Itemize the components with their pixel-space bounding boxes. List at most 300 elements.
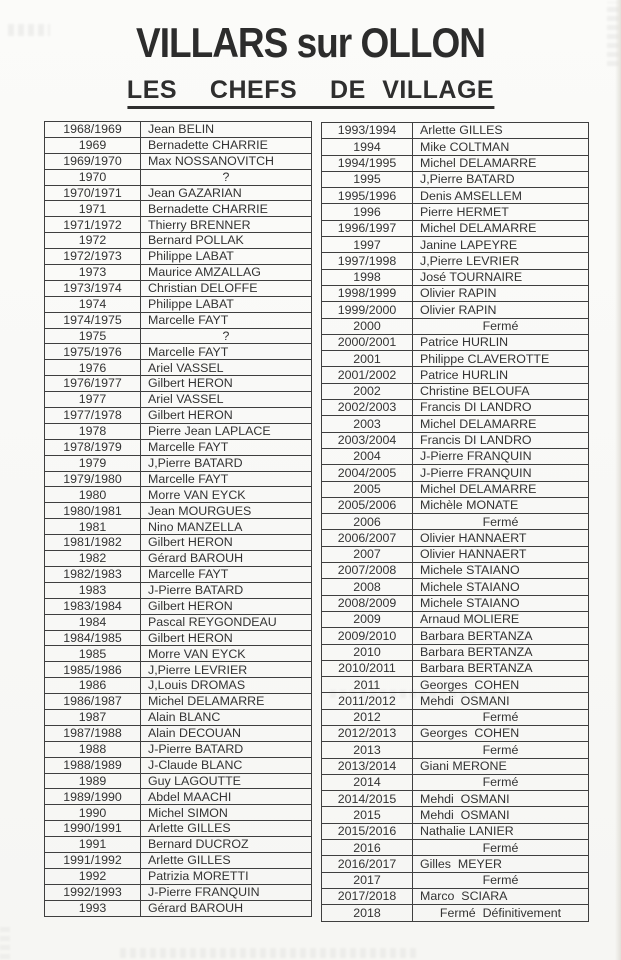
table-row — [322, 253, 589, 269]
chief-name-cell: Marcelle FAYT — [141, 566, 312, 582]
year-cell: 1989/1990 — [45, 789, 141, 805]
table-row — [45, 852, 312, 868]
table-row — [322, 888, 589, 904]
chief-name-cell: Francis DI LANDRO — [413, 400, 589, 416]
year-cell: 2007/2008 — [322, 563, 413, 579]
chief-name-cell: Morre VAN EYCK — [141, 487, 312, 503]
table-row — [322, 563, 589, 579]
table-row — [322, 237, 589, 253]
table-row — [45, 137, 312, 153]
chief-name-cell: Denis AMSELLEM — [413, 188, 589, 204]
chief-name-cell: Michele STAIANO — [413, 579, 589, 595]
table-row — [322, 318, 589, 334]
table-row — [45, 280, 312, 296]
table-row — [45, 217, 312, 233]
table-row — [45, 709, 312, 725]
year-cell: 1975/1976 — [45, 344, 141, 360]
year-cell: 2012 — [322, 709, 413, 725]
year-cell: 2012/2013 — [322, 725, 413, 741]
table-row — [45, 773, 312, 789]
table-row — [322, 693, 589, 709]
table-row — [45, 678, 312, 694]
table-row — [45, 503, 312, 519]
table-row — [45, 837, 312, 853]
table-row — [322, 171, 589, 187]
chief-name-cell: Guy LAGOUTTE — [141, 773, 312, 789]
table-row — [45, 201, 312, 217]
year-cell: 1997/1998 — [322, 253, 413, 269]
chief-name-cell: Gérard BAROUH — [141, 900, 312, 916]
year-cell: 1979/1980 — [45, 471, 141, 487]
chief-name-cell: Bernadette CHARRIE — [141, 201, 312, 217]
year-cell: 1972 — [45, 233, 141, 249]
table-row — [322, 514, 589, 530]
year-cell: 1981 — [45, 519, 141, 535]
page-edge-shadow — [615, 0, 621, 960]
chief-name-cell: J,Pierre LEVRIER — [141, 662, 312, 678]
year-cell: 2011 — [322, 677, 413, 693]
year-cell: 1988/1989 — [45, 757, 141, 773]
year-cell: 1994/1995 — [322, 155, 413, 171]
year-cell: 1998/1999 — [322, 285, 413, 301]
table-row — [45, 884, 312, 900]
table-row — [322, 840, 589, 856]
table-row — [45, 551, 312, 567]
table-row — [322, 595, 589, 611]
chief-name-cell: Michele STAIANO — [413, 563, 589, 579]
chief-name-cell: Mehdi OSMANI — [413, 791, 589, 807]
chief-name-cell: Nathalie LANIER — [413, 823, 589, 839]
table-row — [45, 582, 312, 598]
year-cell: 1986/1987 — [45, 694, 141, 710]
chief-name-cell: Fermé — [413, 709, 589, 725]
table-row — [322, 856, 589, 872]
year-cell: 1987 — [45, 709, 141, 725]
chief-name-cell: Fermé — [413, 840, 589, 856]
year-cell: 2013/2014 — [322, 758, 413, 774]
chief-name-cell: Michel DELAMARRE — [413, 416, 589, 432]
year-cell: 1977/1978 — [45, 408, 141, 424]
year-cell: 1983 — [45, 582, 141, 598]
year-cell: 1983/1984 — [45, 598, 141, 614]
chief-name-cell: Giani MERONE — [413, 758, 589, 774]
page-subtitle: LES CHEFS DE VILLAGE — [127, 76, 494, 109]
chief-name-cell: Philippe CLAVEROTTE — [413, 351, 589, 367]
chief-name-cell: Barbara BERTANZA — [413, 644, 589, 660]
chief-name-cell: Michele STAIANO — [413, 595, 589, 611]
table-row — [45, 423, 312, 439]
table-row — [322, 530, 589, 546]
year-cell: 2006 — [322, 514, 413, 530]
table-row — [322, 823, 589, 839]
chief-name-cell: Mehdi OSMANI — [413, 807, 589, 823]
year-cell: 1978/1979 — [45, 439, 141, 455]
year-cell: 1969 — [45, 137, 141, 153]
chief-name-cell: Fermé — [413, 318, 589, 334]
chief-name-cell: Olivier RAPIN — [413, 285, 589, 301]
table-row — [45, 296, 312, 312]
year-cell: 1985/1986 — [45, 662, 141, 678]
year-cell: 2004 — [322, 448, 413, 464]
year-cell: 1990 — [45, 805, 141, 821]
table-row — [45, 757, 312, 773]
table-row — [45, 598, 312, 614]
chief-name-cell: Patrice HURLIN — [413, 334, 589, 350]
year-cell: 1984 — [45, 614, 141, 630]
chief-name-cell: Barbara BERTANZA — [413, 628, 589, 644]
table-row — [322, 334, 589, 350]
chief-name-cell: Jean BELIN — [141, 122, 312, 138]
chief-name-cell: Fermé Définitivement — [413, 905, 589, 921]
year-cell: 1977 — [45, 392, 141, 408]
year-cell: 1976/1977 — [45, 376, 141, 392]
table-row — [45, 360, 312, 376]
table-row — [45, 741, 312, 757]
year-cell: 1988 — [45, 741, 141, 757]
table-row — [45, 233, 312, 249]
chief-name-cell: J-Pierre BATARD — [141, 741, 312, 757]
year-cell: 1995/1996 — [322, 188, 413, 204]
chief-name-cell: Alain DECOUAN — [141, 725, 312, 741]
year-cell: 1981/1982 — [45, 535, 141, 551]
year-cell: 1993 — [45, 900, 141, 916]
year-cell: 1987/1988 — [45, 725, 141, 741]
year-cell: 1972/1973 — [45, 249, 141, 265]
chiefs-table-right — [321, 122, 588, 922]
chief-name-cell: Gilbert HERON — [141, 535, 312, 551]
year-cell: 1975 — [45, 328, 141, 344]
chief-name-cell: Patrice HURLIN — [413, 367, 589, 383]
year-cell: 1984/1985 — [45, 630, 141, 646]
chief-name-cell: Gilbert HERON — [141, 408, 312, 424]
chief-name-cell: Georges COHEN — [413, 725, 589, 741]
table-row — [45, 694, 312, 710]
chief-name-cell: ? — [141, 328, 312, 344]
year-cell: 1982 — [45, 551, 141, 567]
chief-name-cell: Ariel VASSEL — [141, 392, 312, 408]
table-row — [322, 302, 589, 318]
year-cell: 2010 — [322, 644, 413, 660]
table-row — [322, 644, 589, 660]
year-cell: 1989 — [45, 773, 141, 789]
chief-name-cell: Arlette GILLES — [141, 852, 312, 868]
year-cell: 1973/1974 — [45, 280, 141, 296]
year-cell: 1986 — [45, 678, 141, 694]
chief-name-cell: Gilbert HERON — [141, 630, 312, 646]
year-cell: 2016 — [322, 840, 413, 856]
year-cell: 1973 — [45, 265, 141, 281]
chief-name-cell: Arlette GILLES — [141, 821, 312, 837]
chiefs-table-right-body — [322, 123, 589, 922]
year-cell: 2005 — [322, 481, 413, 497]
chief-name-cell: Olivier HANNAERT — [413, 546, 589, 562]
year-cell: 2011/2012 — [322, 693, 413, 709]
chief-name-cell: Morre VAN EYCK — [141, 646, 312, 662]
table-row — [322, 220, 589, 236]
year-cell: 1991 — [45, 837, 141, 853]
year-cell: 1980 — [45, 487, 141, 503]
year-cell: 2000 — [322, 318, 413, 334]
year-cell: 2005/2006 — [322, 497, 413, 513]
chiefs-table-left — [44, 121, 311, 917]
year-cell: 2006/2007 — [322, 530, 413, 546]
chief-name-cell: Bernard POLLAK — [141, 233, 312, 249]
year-cell: 2008 — [322, 579, 413, 595]
table-row — [322, 448, 589, 464]
chief-name-cell: Thierry BRENNER — [141, 217, 312, 233]
table-row — [322, 709, 589, 725]
year-cell: 2001/2002 — [322, 367, 413, 383]
table-row — [45, 805, 312, 821]
chiefs-table-left-body — [45, 122, 312, 917]
chief-name-cell: Francis DI LANDRO — [413, 432, 589, 448]
year-cell: 2004/2005 — [322, 465, 413, 481]
chief-name-cell: J-Pierre FRANQUIN — [413, 465, 589, 481]
table-row — [322, 742, 589, 758]
table-row — [322, 905, 589, 921]
year-cell: 1991/1992 — [45, 852, 141, 868]
table-row — [45, 376, 312, 392]
chief-name-cell: Michel DELAMARRE — [413, 220, 589, 236]
year-cell: 1999/2000 — [322, 302, 413, 318]
chief-name-cell: Michel DELAMARRE — [141, 694, 312, 710]
table-row — [322, 791, 589, 807]
table-row — [322, 807, 589, 823]
year-cell: 2015 — [322, 807, 413, 823]
table-row — [322, 400, 589, 416]
table-row — [322, 465, 589, 481]
chief-name-cell: J,Pierre BATARD — [141, 455, 312, 471]
chief-name-cell: Pascal REYGONDEAU — [141, 614, 312, 630]
table-row — [322, 677, 589, 693]
chief-name-cell: Christian DELOFFE — [141, 280, 312, 296]
chiefs-table-right-grid — [321, 122, 589, 922]
chief-name-cell: Michel DELAMARRE — [413, 155, 589, 171]
table-row — [45, 408, 312, 424]
table-row — [322, 546, 589, 562]
year-cell: 1996/1997 — [322, 220, 413, 236]
chief-name-cell: Marcelle FAYT — [141, 439, 312, 455]
table-row — [45, 725, 312, 741]
table-row — [45, 455, 312, 471]
chief-name-cell: Gilles MEYER — [413, 856, 589, 872]
table-row — [322, 416, 589, 432]
table-row — [322, 725, 589, 741]
page-title: VILLARS sur OLLON — [136, 20, 485, 66]
chief-name-cell: J-Pierre FRANQUIN — [141, 884, 312, 900]
chief-name-cell: Nino MANZELLA — [141, 519, 312, 535]
table-row — [322, 872, 589, 888]
chief-name-cell: Arnaud MOLIERE — [413, 611, 589, 627]
table-row — [45, 328, 312, 344]
table-row — [322, 660, 589, 676]
year-cell: 1985 — [45, 646, 141, 662]
bleed-through-artifact — [0, 925, 10, 959]
chief-name-cell: Marcelle FAYT — [141, 312, 312, 328]
table-row — [45, 185, 312, 201]
year-cell: 2017/2018 — [322, 888, 413, 904]
year-cell: 2009/2010 — [322, 628, 413, 644]
year-cell: 1994 — [322, 139, 413, 155]
year-cell: 1997 — [322, 237, 413, 253]
chief-name-cell: Gérard BAROUH — [141, 551, 312, 567]
table-row — [322, 383, 589, 399]
year-cell: 1998 — [322, 269, 413, 285]
table-row — [322, 497, 589, 513]
table-row — [45, 900, 312, 916]
table-row — [45, 392, 312, 408]
table-row — [45, 439, 312, 455]
table-row — [322, 188, 589, 204]
table-row — [45, 662, 312, 678]
chief-name-cell: Marcelle FAYT — [141, 471, 312, 487]
year-cell: 1996 — [322, 204, 413, 220]
table-row — [322, 481, 589, 497]
chief-name-cell: Alain BLANC — [141, 709, 312, 725]
table-row — [322, 269, 589, 285]
chief-name-cell: Bernadette CHARRIE — [141, 137, 312, 153]
year-cell: 1992 — [45, 868, 141, 884]
year-cell: 2002/2003 — [322, 400, 413, 416]
chief-name-cell: Olivier HANNAERT — [413, 530, 589, 546]
year-cell: 1980/1981 — [45, 503, 141, 519]
table-row — [45, 487, 312, 503]
year-cell: 1982/1983 — [45, 566, 141, 582]
table-row — [45, 153, 312, 169]
table-row — [45, 471, 312, 487]
year-cell: 2014/2015 — [322, 791, 413, 807]
chief-name-cell: Pierre Jean LAPLACE — [141, 423, 312, 439]
chief-name-cell: J,Pierre LEVRIER — [413, 253, 589, 269]
table-row — [45, 122, 312, 138]
year-cell: 2013 — [322, 742, 413, 758]
year-cell: 2000/2001 — [322, 334, 413, 350]
table-row — [45, 249, 312, 265]
table-row — [322, 367, 589, 383]
chief-name-cell: José TOURNAIRE — [413, 269, 589, 285]
table-row — [322, 139, 589, 155]
table-row — [45, 789, 312, 805]
chief-name-cell: Christine BELOUFA — [413, 383, 589, 399]
year-cell: 2010/2011 — [322, 660, 413, 676]
table-row — [45, 344, 312, 360]
chief-name-cell: Abdel MAACHI — [141, 789, 312, 805]
chief-name-cell: Georges COHEN — [413, 677, 589, 693]
year-cell: 1978 — [45, 423, 141, 439]
chief-name-cell: Barbara BERTANZA — [413, 660, 589, 676]
year-cell: 2003/2004 — [322, 432, 413, 448]
table-row — [45, 535, 312, 551]
year-cell: 1993/1994 — [322, 123, 413, 139]
year-cell: 1974/1975 — [45, 312, 141, 328]
chief-name-cell: J-Pierre BATARD — [141, 582, 312, 598]
chief-name-cell: Fermé — [413, 514, 589, 530]
year-cell: 1970 — [45, 169, 141, 185]
table-row — [45, 868, 312, 884]
year-cell: 1992/1993 — [45, 884, 141, 900]
year-cell: 2002 — [322, 383, 413, 399]
chief-name-cell: Fermé — [413, 774, 589, 790]
chief-name-cell: Bernard DUCROZ — [141, 837, 312, 853]
chief-name-cell: Janine LAPEYRE — [413, 237, 589, 253]
table-row — [322, 351, 589, 367]
chief-name-cell: Marcelle FAYT — [141, 344, 312, 360]
year-cell: 2017 — [322, 872, 413, 888]
table-row — [322, 774, 589, 790]
chief-name-cell: Jean MOURGUES — [141, 503, 312, 519]
table-row — [322, 432, 589, 448]
year-cell: 2007 — [322, 546, 413, 562]
year-cell: 2014 — [322, 774, 413, 790]
year-cell: 1971 — [45, 201, 141, 217]
chief-name-cell: Michèle MONATE — [413, 497, 589, 513]
chief-name-cell: J-Pierre FRANQUIN — [413, 448, 589, 464]
chief-name-cell: Jean GAZARIAN — [141, 185, 312, 201]
chief-name-cell: Maurice AMZALLAG — [141, 265, 312, 281]
chiefs-table-left-grid — [44, 121, 312, 917]
chief-name-cell: Gilbert HERON — [141, 598, 312, 614]
chief-name-cell: Mehdi OSMANI — [413, 693, 589, 709]
year-cell: 2016/2017 — [322, 856, 413, 872]
chief-name-cell: Michel SIMON — [141, 805, 312, 821]
year-cell: 1979 — [45, 455, 141, 471]
table-row — [45, 169, 312, 185]
year-cell: 2015/2016 — [322, 823, 413, 839]
year-cell: 1970/1971 — [45, 185, 141, 201]
chief-name-cell: Arlette GILLES — [413, 123, 589, 139]
table-row — [45, 265, 312, 281]
table-row — [322, 758, 589, 774]
table-row — [322, 628, 589, 644]
table-row — [45, 614, 312, 630]
year-cell: 2001 — [322, 351, 413, 367]
chief-name-cell: Mike COLTMAN — [413, 139, 589, 155]
chief-name-cell: ? — [141, 169, 312, 185]
bleed-through-artifact — [120, 948, 420, 958]
year-cell: 1995 — [322, 171, 413, 187]
year-cell: 2018 — [322, 905, 413, 921]
table-row — [45, 519, 312, 535]
year-cell: 2003 — [322, 416, 413, 432]
table-row — [322, 155, 589, 171]
chief-name-cell: J,Louis DROMAS — [141, 678, 312, 694]
table-row — [322, 611, 589, 627]
table-row — [322, 579, 589, 595]
chief-name-cell: Michel DELAMARRE — [413, 481, 589, 497]
chief-name-cell: Gilbert HERON — [141, 376, 312, 392]
year-cell: 1976 — [45, 360, 141, 376]
table-row — [322, 123, 589, 139]
year-cell: 1971/1972 — [45, 217, 141, 233]
chief-name-cell: Ariel VASSEL — [141, 360, 312, 376]
table-row — [45, 312, 312, 328]
chief-name-cell: J-Claude BLANC — [141, 757, 312, 773]
year-cell: 1990/1991 — [45, 821, 141, 837]
year-cell: 2008/2009 — [322, 595, 413, 611]
year-cell: 1974 — [45, 296, 141, 312]
chief-name-cell: Max NOSSANOVITCH — [141, 153, 312, 169]
chief-name-cell: Philippe LABAT — [141, 249, 312, 265]
chief-name-cell: Patrizia MORETTI — [141, 868, 312, 884]
chief-name-cell: Pierre HERMET — [413, 204, 589, 220]
chief-name-cell: Philippe LABAT — [141, 296, 312, 312]
table-row — [322, 204, 589, 220]
year-cell: 1969/1970 — [45, 153, 141, 169]
chief-name-cell: Fermé — [413, 742, 589, 758]
chief-name-cell: Olivier RAPIN — [413, 302, 589, 318]
chief-name-cell: J,Pierre BATARD — [413, 171, 589, 187]
table-row — [45, 646, 312, 662]
